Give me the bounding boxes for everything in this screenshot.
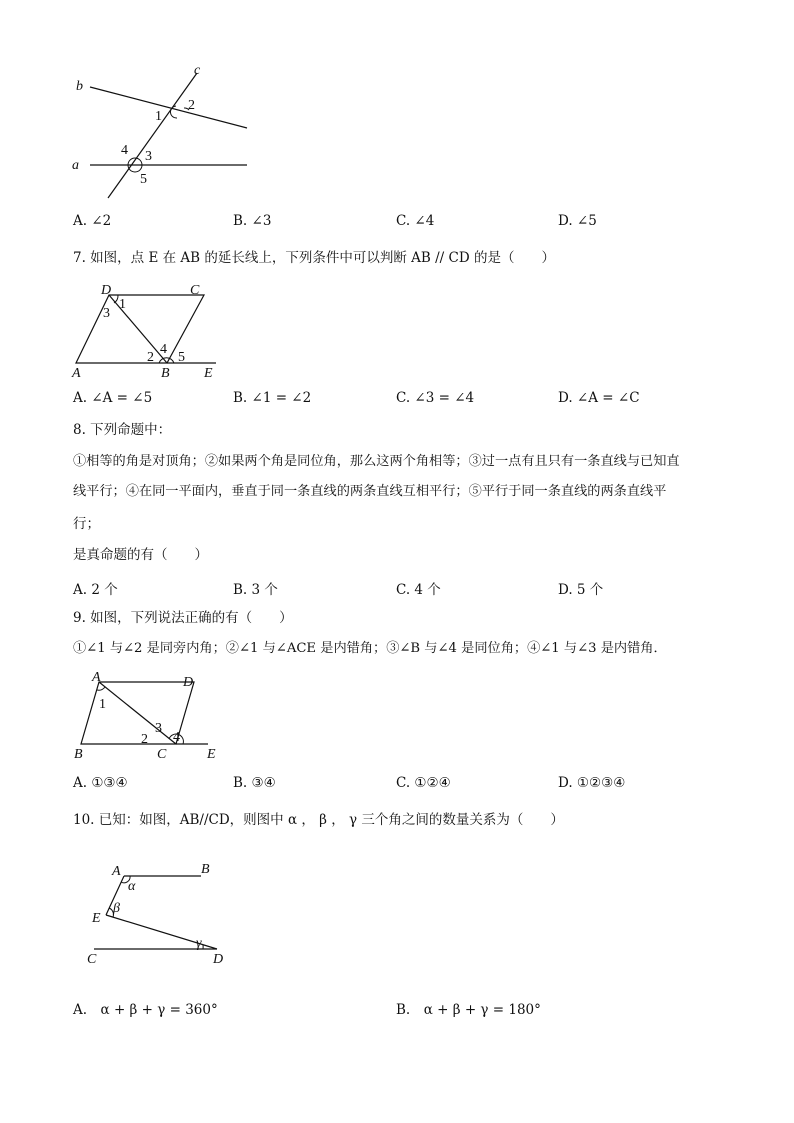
- label-C: C: [87, 952, 97, 967]
- diagonal-ac: [99, 682, 176, 744]
- q7-stem: 7. 如图，点 E 在 AB 的延长线上，下列条件中可以判断 AB // CD 的是（ ）: [73, 250, 555, 266]
- label-1: 1: [99, 697, 106, 712]
- q6-option-a[interactable]: A. ∠2: [73, 213, 112, 229]
- label-D: D: [101, 283, 112, 298]
- q7-figure: [66, 282, 226, 382]
- q10-option-b[interactable]: B. α + β + γ = 180°: [396, 1002, 541, 1018]
- label-5: 5: [178, 350, 185, 365]
- label-E: E: [207, 747, 216, 762]
- label-3: 3: [145, 149, 152, 164]
- q6-option-d[interactable]: D. ∠5: [558, 213, 597, 229]
- label-gamma: γ: [196, 936, 202, 951]
- label-4: 4: [173, 730, 180, 745]
- q9-option-c[interactable]: C. ①②④: [396, 775, 451, 791]
- label-C: C: [190, 283, 200, 298]
- q8-line-1: ①相等的角是对顶角；②如果两个角是同位角，那么这两个角相等；③过一点有且只有一条直线与已知直: [73, 454, 680, 469]
- line-b: [90, 87, 247, 128]
- label-D: D: [213, 952, 224, 967]
- label-B: B: [74, 747, 83, 762]
- diagonal-db: [109, 295, 167, 363]
- label-E: E: [92, 911, 101, 926]
- label-B: B: [161, 366, 170, 381]
- q6-option-c[interactable]: C. ∠4: [396, 213, 435, 229]
- q8-option-d[interactable]: D. 5 个: [558, 582, 604, 598]
- label-1: 1: [155, 109, 162, 124]
- label-2: 2: [141, 732, 148, 747]
- q7-option-c[interactable]: C. ∠3 = ∠4: [396, 390, 475, 406]
- label-2: 2: [147, 350, 154, 365]
- label-A: A: [92, 670, 101, 685]
- q8-option-a[interactable]: A. 2 个: [73, 582, 118, 598]
- label-3: 3: [103, 306, 110, 321]
- label-1: 1: [119, 297, 126, 312]
- q10-option-a[interactable]: A. α + β + γ = 360°: [73, 1002, 218, 1018]
- q10-stem: 10. 已知：如图，AB//CD，则图中 α ， β ， γ 三个角之间的数量关系为（ ）: [73, 812, 564, 828]
- q7-option-d[interactable]: D. ∠A = ∠C: [558, 390, 640, 406]
- label-C: C: [157, 747, 167, 762]
- q6-option-b[interactable]: B. ∠3: [233, 213, 272, 229]
- q9-stem: 9. 如图，下列说法正确的有（ ）: [73, 610, 293, 626]
- q10-figure: [80, 855, 240, 970]
- label-D: D: [183, 675, 194, 690]
- q9-option-a[interactable]: A. ①③④: [73, 775, 128, 791]
- q6-figure: [60, 62, 260, 192]
- q7-option-a[interactable]: A. ∠A = ∠5: [73, 390, 153, 406]
- label-b: b: [76, 79, 83, 94]
- q9-option-d[interactable]: D. ①②③④: [558, 775, 626, 791]
- label-2: 2: [188, 98, 195, 113]
- label-4: 4: [121, 143, 128, 158]
- q8-line-3: 行；: [73, 516, 100, 532]
- q9-option-b[interactable]: B. ③④: [233, 775, 276, 791]
- label-A: A: [112, 864, 121, 879]
- q8-line-4: 是真命题的有（ ）: [73, 547, 208, 563]
- q7-option-b[interactable]: B. ∠1 = ∠2: [233, 390, 312, 406]
- q8-option-c[interactable]: C. 4 个: [396, 582, 441, 598]
- label-alpha: α: [128, 879, 136, 894]
- label-3: 3: [155, 721, 162, 736]
- label-E: E: [204, 366, 213, 381]
- q9-figure: [66, 668, 236, 768]
- label-a: a: [72, 158, 79, 173]
- label-B: B: [201, 862, 210, 877]
- line-c: [108, 73, 197, 198]
- q8-option-b[interactable]: B. 3 个: [233, 582, 278, 598]
- q8-line-2: 线平行；④在同一平面内，垂直于同一条直线的两条直线互相平行；⑤平行于同一条直线的两条直线平: [73, 484, 667, 499]
- q9-statement: ①∠1 与∠2 是同旁内角；②∠1 与∠ACE 是内错角；③∠B 与∠4 是同位角；④∠1 与∠3 是内错角．: [73, 641, 667, 656]
- label-5: 5: [140, 172, 147, 187]
- label-c: c: [194, 63, 201, 78]
- label-beta: β: [113, 901, 120, 916]
- label-4: 4: [160, 342, 167, 357]
- q8-stem: 8. 下列命题中：: [73, 422, 172, 438]
- angle-arc-a: [97, 687, 105, 690]
- label-A: A: [72, 366, 81, 381]
